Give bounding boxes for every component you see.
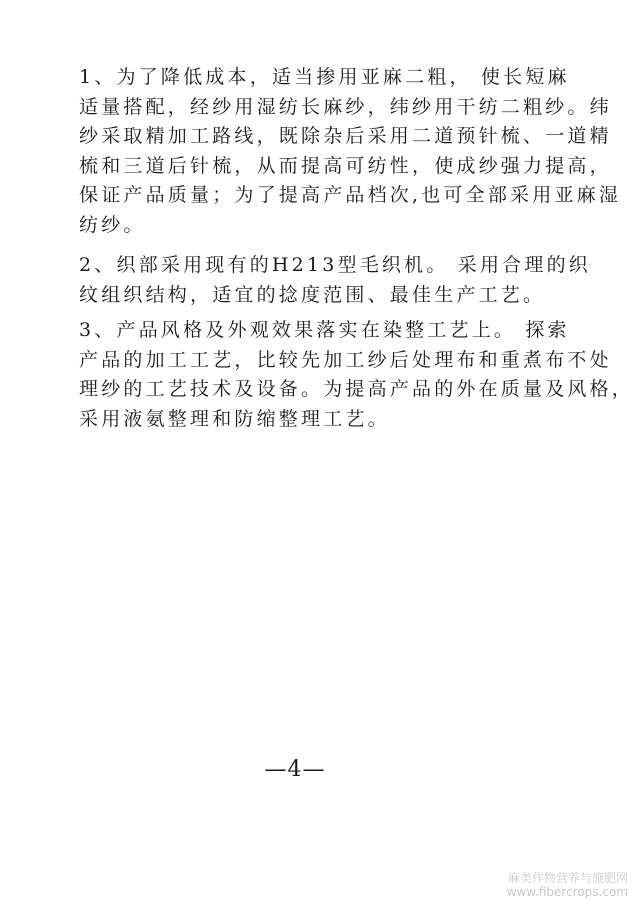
- paragraph-line: 适量搭配，经纱用湿纺长麻纱，纬纱用干纺二粗纱。纬: [79, 95, 612, 118]
- paragraph-line: 纺纱。: [79, 213, 146, 236]
- paragraph-line: 3、产品风格及外观效果落实在染整工艺上。 探索: [79, 319, 570, 341]
- paragraph-line: 产品的加工工艺，比较先加工纱后处理布和重煮布不处: [79, 348, 612, 371]
- paragraph-line: 纹组织结构，适宜的捻度范围、最佳生产工艺。: [79, 283, 546, 306]
- paragraph-line: 保证产品质量；为了提高产品档次,也可全部采用亚麻湿: [79, 184, 622, 206]
- paragraph-line: 1、为了降低成本，适当掺用亚麻二粗， 使长短麻: [79, 66, 570, 88]
- paragraph-1: [79, 63, 622, 240]
- paragraph-3: [79, 316, 635, 434]
- paragraph-line: 梳和三道后针梳，从而提高可纺性，使成纱强力提高，: [79, 154, 612, 177]
- paragraph-line: 2、织部采用现有的H213型毛织机。 采用合理的织: [79, 254, 591, 276]
- paragraph-2: [79, 251, 599, 310]
- watermark-site-name: 麻类作物营养与施肥网: [507, 871, 628, 885]
- paragraph-line: 采用液氨整理和防缩整理工艺。: [79, 407, 390, 430]
- page-number: —4—: [264, 757, 326, 782]
- site-watermark: [507, 871, 628, 899]
- paragraph-line: 理纱的工艺技术及设备。为提高产品的外在质量及风格，: [79, 378, 635, 400]
- paragraph-line: 纱采取精加工路线，既除杂后采用二道预针梳、一道精: [79, 125, 612, 147]
- watermark-url: www.fibercrops.com: [506, 885, 628, 899]
